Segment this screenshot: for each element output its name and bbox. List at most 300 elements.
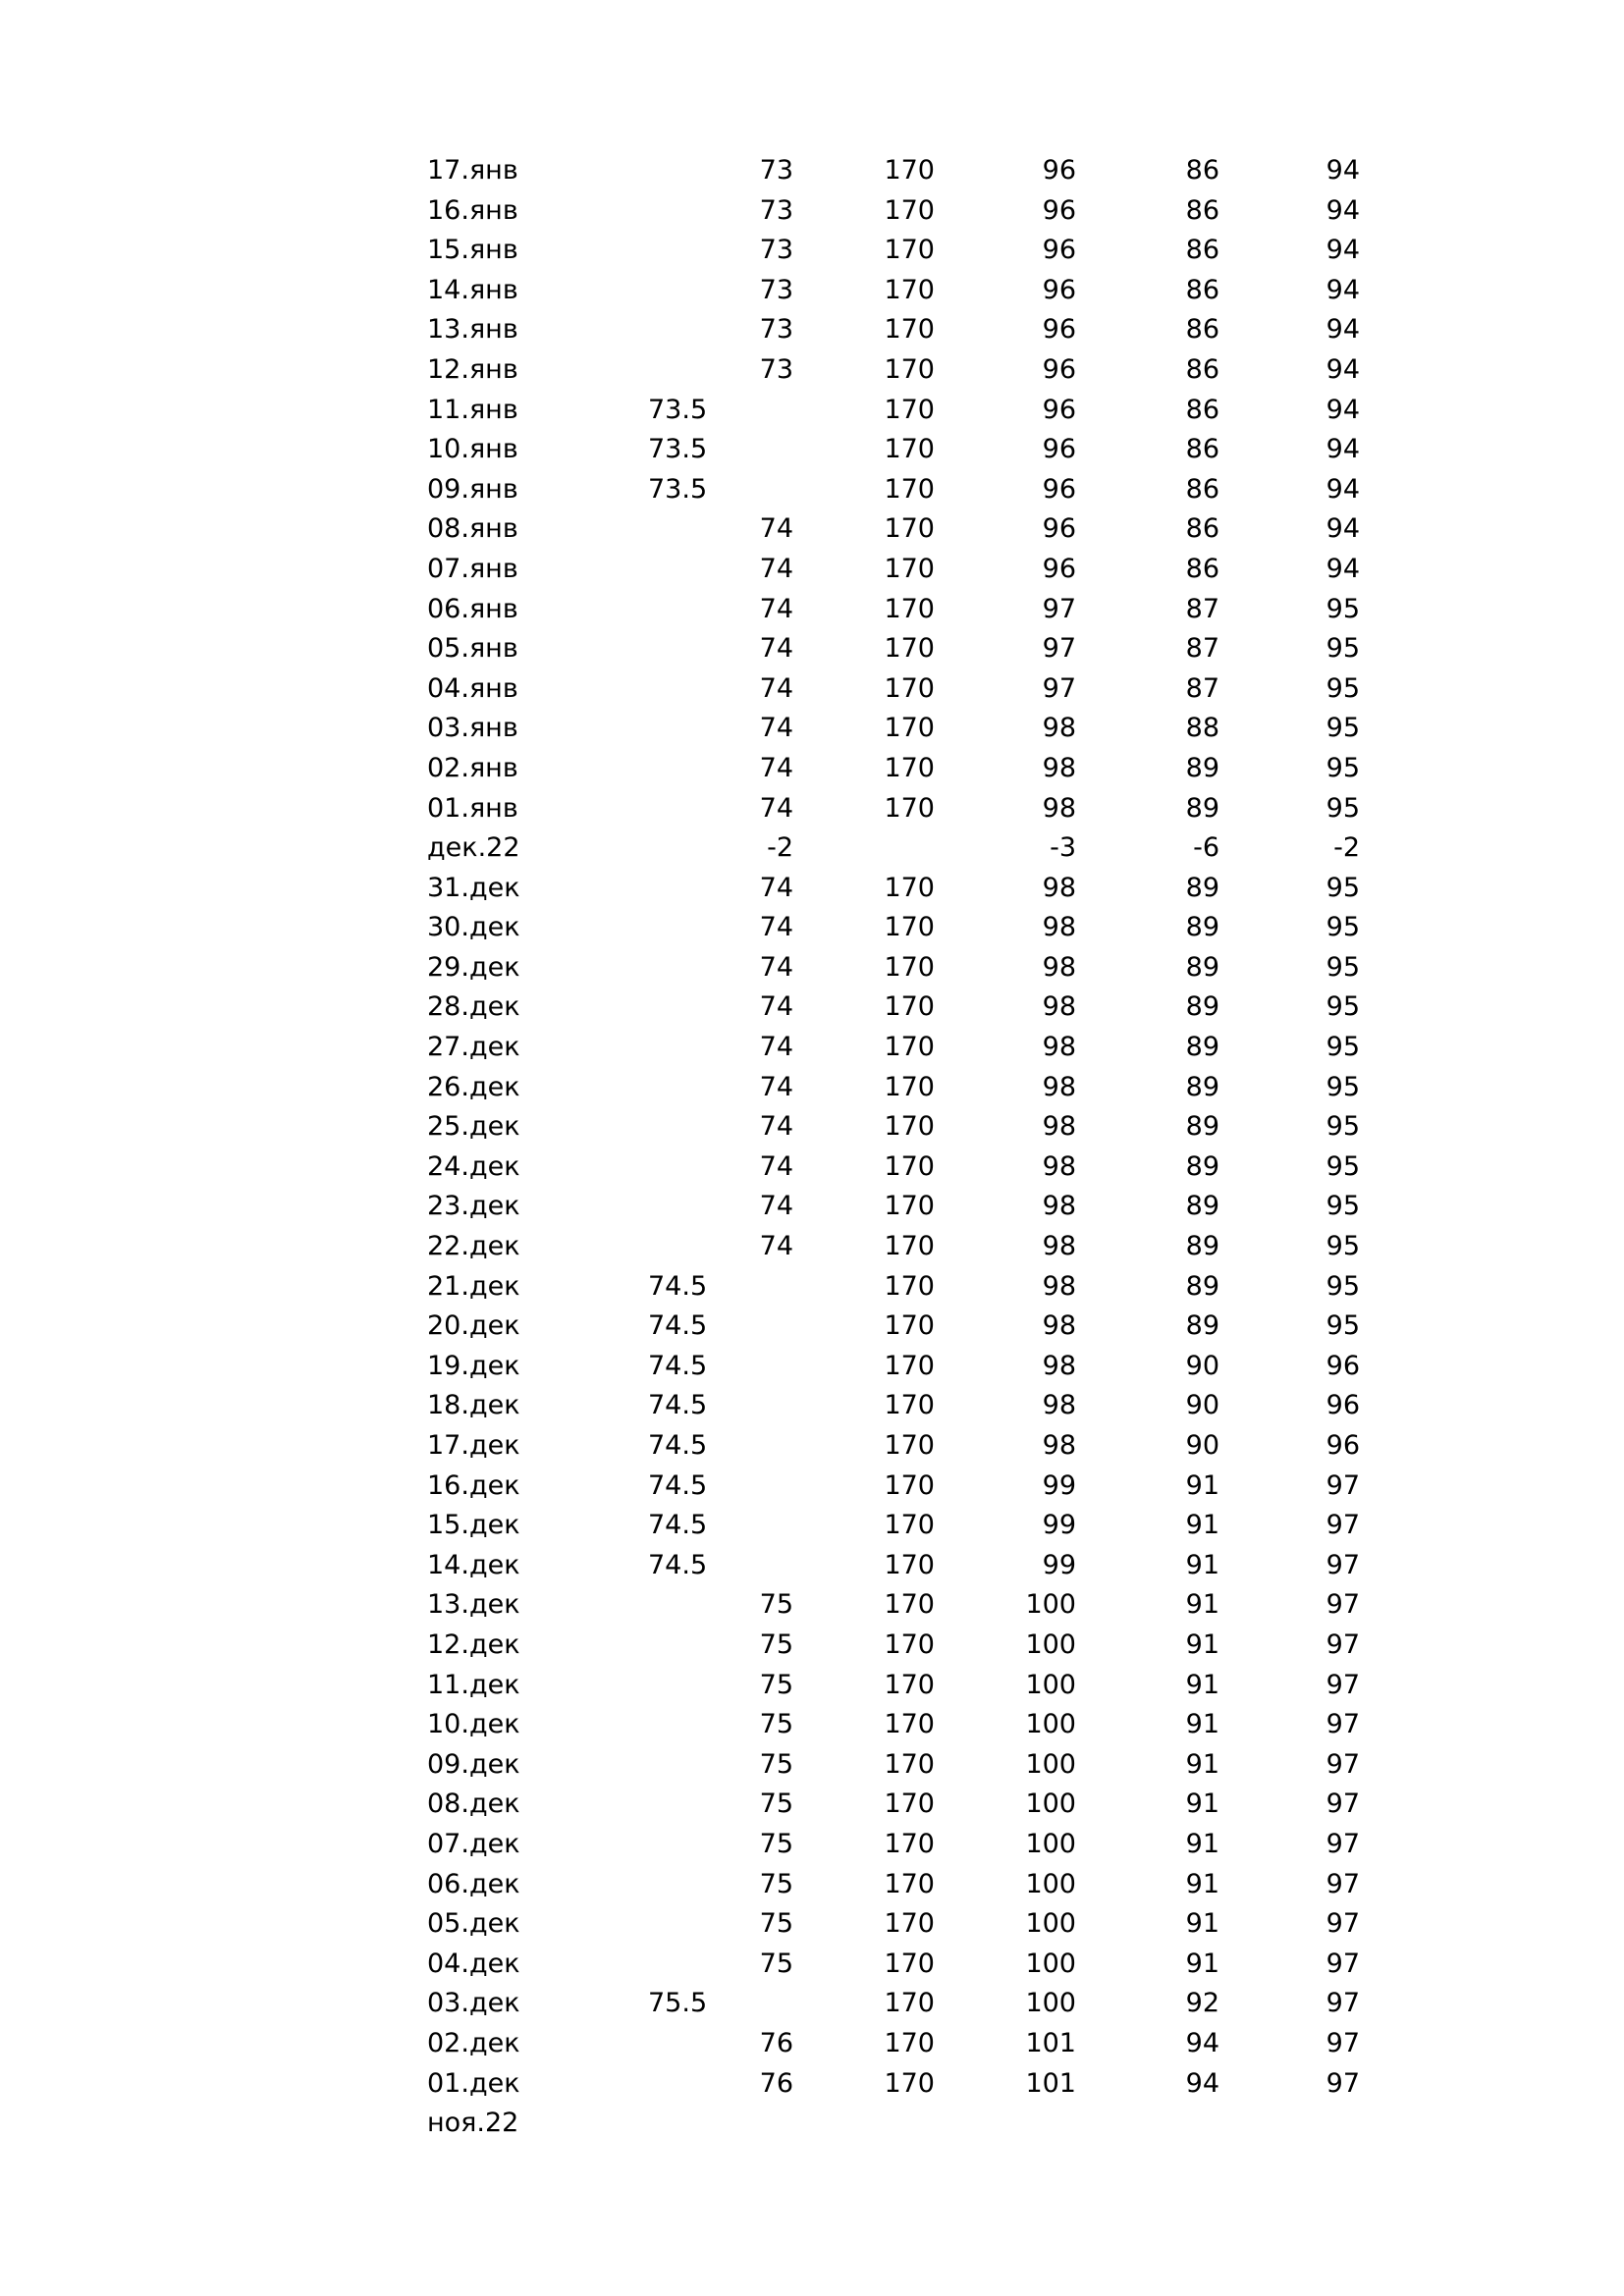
value-b-cell: 75	[759, 1629, 793, 1660]
value-e-cell: 90	[1185, 1430, 1219, 1461]
value-b-cell: 75	[759, 1669, 793, 1700]
table-row	[0, 1506, 1624, 1546]
value-a-cell	[648, 1865, 717, 1905]
value-d-cell: 96	[1042, 513, 1076, 545]
value-c-cell: 170	[884, 1111, 935, 1143]
date-cell: 31.дек	[427, 872, 520, 903]
value-a-cell	[648, 1585, 717, 1626]
value-a-cell	[648, 1705, 717, 1745]
table-row	[0, 1585, 1624, 1626]
value-a-cell	[648, 1626, 717, 1666]
value-c-cell: 170	[884, 1789, 935, 1820]
value-d-cell: 99	[1042, 1469, 1076, 1501]
value-c-cell: 170	[884, 1469, 935, 1501]
value-a-cell	[648, 191, 717, 232]
value-c-cell: 170	[884, 1390, 935, 1421]
value-b-cell	[727, 1984, 793, 2024]
value-e-cell: 94	[1185, 2067, 1219, 2099]
date-cell: 04.янв	[427, 672, 518, 704]
date-cell: 09.янв	[427, 473, 518, 505]
value-c-cell: 170	[884, 1629, 935, 1660]
value-d-cell: 98	[1042, 1191, 1076, 1222]
value-d-cell: 97	[1042, 672, 1076, 704]
value-d-cell: 97	[1042, 593, 1076, 624]
value-d-cell: 100	[1025, 1709, 1076, 1740]
value-c-cell: 170	[884, 274, 935, 305]
value-f-cell: 94	[1326, 314, 1360, 346]
table-row	[0, 430, 1624, 470]
value-b-cell: 75	[759, 1589, 793, 1621]
value-e-cell: 89	[1185, 872, 1219, 903]
value-d-cell: 96	[1042, 194, 1076, 226]
value-e-cell: 86	[1185, 553, 1219, 584]
value-d-cell: -3	[1050, 832, 1076, 864]
table-row	[0, 1705, 1624, 1745]
value-b-cell: 74	[759, 1150, 793, 1182]
value-a-cell	[648, 1187, 717, 1227]
value-a-cell	[648, 789, 717, 829]
value-d-cell: 100	[1025, 1908, 1076, 1940]
date-cell: 16.янв	[427, 194, 518, 226]
value-f-cell: 94	[1326, 434, 1360, 465]
value-b-cell: 73	[759, 235, 793, 266]
value-b-cell: 74	[759, 752, 793, 783]
value-c-cell: 170	[884, 2067, 935, 2099]
value-f-cell: 97	[1326, 1868, 1360, 1899]
value-d-cell: 98	[1042, 1390, 1076, 1421]
value-b-cell: 73	[759, 155, 793, 186]
value-e-cell: 89	[1185, 1191, 1219, 1222]
value-a-cell	[648, 509, 717, 550]
value-d-cell: 96	[1042, 155, 1076, 186]
date-cell: 11.дек	[427, 1669, 520, 1700]
value-b-cell	[727, 1347, 793, 1387]
date-cell: 19.дек	[427, 1350, 520, 1381]
value-c-cell: 170	[884, 1549, 935, 1580]
date-cell: 06.дек	[427, 1868, 520, 1899]
table-row	[0, 1825, 1624, 1865]
value-b-cell: 75	[759, 1748, 793, 1780]
value-e-cell: 91	[1185, 1629, 1219, 1660]
table-row	[0, 908, 1624, 948]
value-d-cell: 98	[1042, 1310, 1076, 1342]
value-d-cell: 98	[1042, 1111, 1076, 1143]
value-c-cell: 170	[884, 991, 935, 1023]
value-d-cell: 101	[1025, 2067, 1076, 2099]
value-b-cell	[727, 430, 793, 470]
value-f-cell: 95	[1326, 752, 1360, 783]
table-row	[0, 271, 1624, 311]
value-e-cell: 89	[1185, 1270, 1219, 1302]
value-c-cell: 170	[884, 1948, 935, 1979]
value-a-cell	[648, 1148, 717, 1188]
value-a-cell	[648, 350, 717, 391]
date-cell: 23.дек	[427, 1191, 520, 1222]
table-row	[0, 1267, 1624, 1308]
value-d-cell: 98	[1042, 872, 1076, 903]
value-f-cell: 97	[1326, 1948, 1360, 1979]
value-c-cell: 170	[884, 1868, 935, 1899]
date-cell: 11.янв	[427, 394, 518, 425]
value-f-cell: 94	[1326, 394, 1360, 425]
value-b-cell: -2	[767, 832, 793, 864]
value-f-cell: 94	[1326, 274, 1360, 305]
value-a-cell: 74.5	[648, 1350, 708, 1381]
value-e-cell: 89	[1185, 912, 1219, 943]
table-row	[0, 151, 1624, 191]
value-a-cell	[648, 1825, 717, 1865]
value-c-cell: 170	[884, 1270, 935, 1302]
value-f-cell: 97	[1326, 1629, 1360, 1660]
table-row	[0, 550, 1624, 590]
table-row	[0, 1227, 1624, 1267]
value-a-cell	[648, 1666, 717, 1706]
value-d-cell	[992, 2104, 1076, 2144]
value-f-cell	[1286, 2104, 1360, 2144]
date-cell: 10.янв	[427, 434, 518, 465]
table-row	[0, 988, 1624, 1028]
value-a-cell	[648, 550, 717, 590]
value-e-cell: 86	[1185, 235, 1219, 266]
value-f-cell: 96	[1326, 1350, 1360, 1381]
date-cell: 12.дек	[427, 1629, 520, 1660]
value-b-cell	[727, 1426, 793, 1467]
value-e-cell: 91	[1185, 1748, 1219, 1780]
value-b-cell	[727, 1386, 793, 1426]
value-c-cell: 170	[884, 951, 935, 983]
value-f-cell: 94	[1326, 473, 1360, 505]
value-d-cell: 100	[1025, 1988, 1076, 2019]
value-f-cell: 97	[1326, 2027, 1360, 2058]
date-cell: 02.дек	[427, 2027, 520, 2058]
table-row	[0, 509, 1624, 550]
value-e-cell: 87	[1185, 633, 1219, 665]
value-d-cell: 96	[1042, 553, 1076, 584]
value-a-cell: 73.5	[648, 434, 708, 465]
value-d-cell: 100	[1025, 1868, 1076, 1899]
value-e-cell	[1149, 2104, 1219, 2144]
value-b-cell: 76	[759, 2067, 793, 2099]
value-a-cell	[648, 1028, 717, 1068]
table-row	[0, 1984, 1624, 2024]
date-cell: 13.янв	[427, 314, 518, 346]
value-f-cell: 97	[1326, 1908, 1360, 1940]
value-e-cell: 91	[1185, 1908, 1219, 1940]
value-e-cell: 89	[1185, 1111, 1219, 1143]
value-f-cell: 94	[1326, 194, 1360, 226]
date-cell: 05.дек	[427, 1908, 520, 1940]
value-a-cell	[648, 908, 717, 948]
table-row	[0, 391, 1624, 431]
value-f-cell: 97	[1326, 1589, 1360, 1621]
date-cell: 03.дек	[427, 1988, 520, 2019]
date-cell: 04.дек	[427, 1948, 520, 1979]
value-e-cell: 94	[1185, 2027, 1219, 2058]
value-a-cell	[648, 948, 717, 988]
table-row	[0, 1347, 1624, 1387]
value-c-cell: 170	[884, 553, 935, 584]
value-b-cell: 74	[759, 1231, 793, 1262]
date-cell: 17.дек	[427, 1430, 520, 1461]
value-b-cell: 74	[759, 792, 793, 824]
table-row	[0, 709, 1624, 749]
date-cell: 01.дек	[427, 2067, 520, 2099]
date-cell: 01.янв	[427, 792, 518, 824]
value-d-cell: 100	[1025, 1789, 1076, 1820]
table-row	[0, 1386, 1624, 1426]
date-cell: 24.дек	[427, 1150, 520, 1182]
table-row	[0, 590, 1624, 630]
table-row	[0, 231, 1624, 271]
table-row	[0, 470, 1624, 510]
value-b-cell: 74	[759, 713, 793, 744]
value-b-cell	[727, 2104, 793, 2144]
date-cell: 21.дек	[427, 1270, 520, 1302]
value-f-cell: 97	[1326, 1988, 1360, 2019]
date-cell: 18.дек	[427, 1390, 520, 1421]
value-a-cell	[648, 231, 717, 271]
value-e-cell: 91	[1185, 1549, 1219, 1580]
table-row	[0, 2064, 1624, 2105]
value-a-cell	[648, 590, 717, 630]
value-b-cell: 74	[759, 672, 793, 704]
value-a-cell	[648, 988, 717, 1028]
table-row	[0, 350, 1624, 391]
value-b-cell: 74	[759, 1032, 793, 1063]
value-d-cell: 98	[1042, 951, 1076, 983]
value-e-cell: 88	[1185, 713, 1219, 744]
table-row	[0, 869, 1624, 909]
date-cell: 20.дек	[427, 1310, 520, 1342]
value-c-cell: 170	[884, 1191, 935, 1222]
date-cell: 08.янв	[427, 513, 518, 545]
date-cell: 22.дек	[427, 1231, 520, 1262]
value-f-cell: 94	[1326, 353, 1360, 385]
value-e-cell: 86	[1185, 394, 1219, 425]
date-cell: 27.дек	[427, 1032, 520, 1063]
table-row	[0, 1426, 1624, 1467]
value-b-cell: 75	[759, 1908, 793, 1940]
value-c-cell: 170	[884, 314, 935, 346]
value-c-cell: 170	[884, 1669, 935, 1700]
value-d-cell: 98	[1042, 1430, 1076, 1461]
date-cell: 14.дек	[427, 1549, 520, 1580]
value-f-cell: 97	[1326, 2067, 1360, 2099]
value-c-cell: 170	[884, 1709, 935, 1740]
date-cell: 12.янв	[427, 353, 518, 385]
table-row	[0, 948, 1624, 988]
date-cell: 06.янв	[427, 593, 518, 624]
value-c-cell: 170	[884, 1510, 935, 1541]
value-a-cell	[648, 1107, 717, 1148]
table-row	[0, 310, 1624, 350]
value-a-cell	[648, 1945, 717, 1985]
value-e-cell: 89	[1185, 1071, 1219, 1102]
value-c-cell: 170	[884, 593, 935, 624]
value-f-cell: -2	[1333, 832, 1360, 864]
value-c-cell: 170	[884, 672, 935, 704]
value-a-cell	[648, 151, 717, 191]
value-b-cell: 74	[759, 633, 793, 665]
value-e-cell: 89	[1185, 1032, 1219, 1063]
value-d-cell: 98	[1042, 991, 1076, 1023]
value-a-cell: 74.5	[648, 1469, 708, 1501]
date-cell: 17.янв	[427, 155, 518, 186]
value-f-cell: 97	[1326, 1469, 1360, 1501]
value-b-cell	[727, 470, 793, 510]
value-f-cell: 95	[1326, 951, 1360, 983]
date-cell: 15.янв	[427, 235, 518, 266]
value-e-cell: 90	[1185, 1350, 1219, 1381]
value-d-cell: 98	[1042, 1270, 1076, 1302]
value-f-cell: 97	[1326, 1510, 1360, 1541]
value-e-cell: -6	[1193, 832, 1219, 864]
value-f-cell: 97	[1326, 1549, 1360, 1580]
value-c-cell: 170	[884, 1032, 935, 1063]
value-e-cell: 91	[1185, 1828, 1219, 1859]
value-c-cell: 170	[884, 713, 935, 744]
table-row	[0, 1546, 1624, 1586]
value-e-cell: 89	[1185, 991, 1219, 1023]
value-b-cell: 74	[759, 1191, 793, 1222]
value-c-cell: 170	[884, 353, 935, 385]
value-c-cell: 170	[884, 155, 935, 186]
table-row	[0, 1148, 1624, 1188]
value-a-cell	[648, 828, 717, 869]
value-c-cell: 170	[884, 394, 935, 425]
value-b-cell: 74	[759, 951, 793, 983]
value-e-cell: 86	[1185, 274, 1219, 305]
value-e-cell: 89	[1185, 1231, 1219, 1262]
value-b-cell	[727, 391, 793, 431]
date-cell: 28.дек	[427, 991, 520, 1023]
value-a-cell	[648, 2064, 717, 2105]
value-d-cell: 96	[1042, 394, 1076, 425]
value-d-cell: 100	[1025, 1948, 1076, 1979]
value-c-cell: 170	[884, 1310, 935, 1342]
value-d-cell: 100	[1025, 1748, 1076, 1780]
value-d-cell: 96	[1042, 434, 1076, 465]
value-d-cell: 99	[1042, 1549, 1076, 1580]
table-row	[0, 789, 1624, 829]
value-f-cell: 95	[1326, 633, 1360, 665]
value-e-cell: 89	[1185, 1310, 1219, 1342]
date-cell: 26.дек	[427, 1071, 520, 1102]
value-d-cell: 96	[1042, 274, 1076, 305]
value-a-cell	[648, 669, 717, 710]
value-d-cell: 98	[1042, 713, 1076, 744]
value-e-cell: 86	[1185, 155, 1219, 186]
value-d-cell: 98	[1042, 1071, 1076, 1102]
value-f-cell: 94	[1326, 155, 1360, 186]
value-b-cell: 73	[759, 194, 793, 226]
value-b-cell: 75	[759, 1828, 793, 1859]
date-cell: 29.дек	[427, 951, 520, 983]
table-row	[0, 1785, 1624, 1825]
value-c-cell: 170	[884, 912, 935, 943]
value-b-cell: 74	[759, 593, 793, 624]
value-a-cell: 74.5	[648, 1549, 708, 1580]
date-cell: 07.дек	[427, 1828, 520, 1859]
value-e-cell: 89	[1185, 951, 1219, 983]
value-b-cell: 75	[759, 1868, 793, 1899]
value-f-cell: 95	[1326, 1150, 1360, 1182]
value-a-cell	[648, 1227, 717, 1267]
value-a-cell: 74.5	[648, 1310, 708, 1342]
value-d-cell: 99	[1042, 1510, 1076, 1541]
value-c-cell: 170	[884, 792, 935, 824]
value-d-cell: 100	[1025, 1669, 1076, 1700]
value-f-cell: 95	[1326, 1032, 1360, 1063]
value-d-cell: 97	[1042, 633, 1076, 665]
value-a-cell	[648, 1904, 717, 1945]
value-d-cell: 96	[1042, 473, 1076, 505]
value-c-cell: 170	[884, 1350, 935, 1381]
value-e-cell: 86	[1185, 314, 1219, 346]
value-a-cell: 74.5	[648, 1390, 708, 1421]
value-a-cell: 73.5	[648, 394, 708, 425]
value-d-cell: 100	[1025, 1828, 1076, 1859]
date-cell: дек.22	[427, 832, 520, 864]
date-cell: 13.дек	[427, 1589, 520, 1621]
value-b-cell	[727, 1467, 793, 1507]
value-e-cell: 91	[1185, 1669, 1219, 1700]
value-f-cell: 96	[1326, 1390, 1360, 1421]
value-f-cell: 95	[1326, 713, 1360, 744]
value-a-cell	[648, 2104, 717, 2144]
value-e-cell: 91	[1185, 1709, 1219, 1740]
value-c-cell: 170	[884, 2027, 935, 2058]
value-b-cell: 74	[759, 912, 793, 943]
value-e-cell: 87	[1185, 672, 1219, 704]
table-row	[0, 1945, 1624, 1985]
table-row	[0, 1467, 1624, 1507]
value-e-cell: 86	[1185, 473, 1219, 505]
value-a-cell: 74.5	[648, 1270, 708, 1302]
value-b-cell: 75	[759, 1948, 793, 1979]
value-d-cell: 100	[1025, 1629, 1076, 1660]
value-d-cell: 100	[1025, 1589, 1076, 1621]
value-c-cell: 170	[884, 473, 935, 505]
table-row	[0, 1904, 1624, 1945]
value-f-cell: 94	[1326, 235, 1360, 266]
value-d-cell: 98	[1042, 1350, 1076, 1381]
value-c-cell: 170	[884, 1748, 935, 1780]
value-b-cell: 74	[759, 991, 793, 1023]
value-f-cell: 95	[1326, 912, 1360, 943]
table-row	[0, 1666, 1624, 1706]
value-c-cell: 170	[884, 235, 935, 266]
date-cell: 09.дек	[427, 1748, 520, 1780]
value-d-cell: 101	[1025, 2027, 1076, 2058]
value-c-cell: 170	[884, 1150, 935, 1182]
value-e-cell: 89	[1185, 752, 1219, 783]
value-a-cell	[648, 1068, 717, 1108]
value-e-cell: 91	[1185, 1868, 1219, 1899]
value-b-cell: 73	[759, 353, 793, 385]
value-c-cell: 170	[884, 434, 935, 465]
data-table	[0, 151, 1624, 2144]
value-d-cell: 98	[1042, 1150, 1076, 1182]
value-d-cell: 96	[1042, 353, 1076, 385]
value-e-cell: 91	[1185, 1589, 1219, 1621]
table-row	[0, 2024, 1624, 2064]
value-f-cell: 97	[1326, 1748, 1360, 1780]
date-cell: 14.янв	[427, 274, 518, 305]
value-f-cell: 95	[1326, 1310, 1360, 1342]
table-row	[0, 1187, 1624, 1227]
value-f-cell: 95	[1326, 672, 1360, 704]
